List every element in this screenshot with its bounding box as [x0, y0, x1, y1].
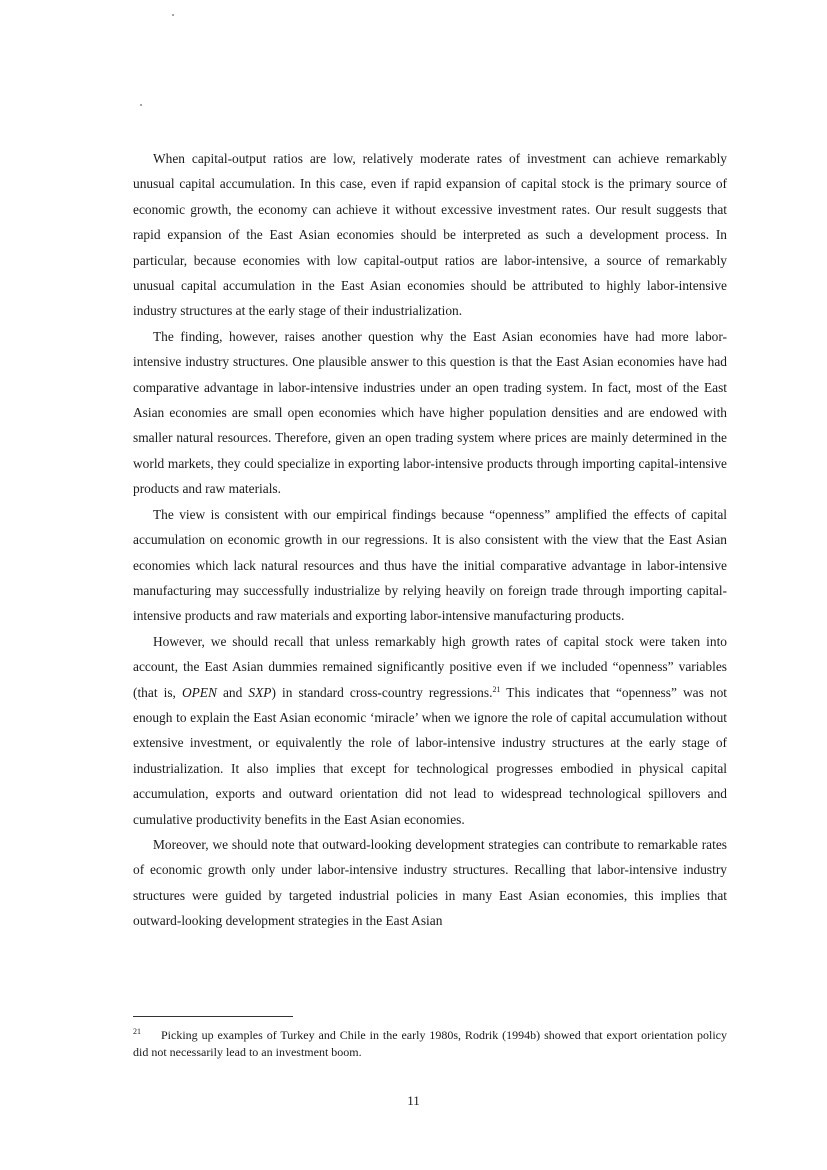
scan-speck — [140, 104, 142, 106]
scan-speck — [172, 14, 174, 16]
paragraph: When capital-output ratios are low, relatively moderate rates of investment can achieve remarkably unusual capital accumulation. In this case, even if rapid expansion of capital stock is the primary source of economic growth, the economy can achieve it without excessive investment rates. Our result suggests that rapid expansion of the East Asian economies should be interpreted as such a development process. In particular, because economies with low capital-output ratios are labor-intensive, a source of remarkably unusual capital accumulation in the East Asian economies should be attributed to highly labor-intensive industry structures at the early stage of their industrialization. — [133, 151, 727, 319]
paragraph: The finding, however, raises another question why the East Asian economies have had more labor-intensive industry structures. One plausible answer to this question is that the East Asian economies have had comparative advantage in labor-intensive industries under an open trading system. In fact, most of the East Asian economies are small open economies which have higher population densities and are endowed with smaller natural resources. Therefore, given an open trading system where prices are mainly determined in the world markets, they could specialize in exporting labor-intensive products through importing capital-intensive products and raw materials. — [133, 328, 727, 497]
body-text — [133, 146, 727, 934]
paragraph: The view is consistent with our empirical findings because “openness” amplified the effects of capital accumulation on economic growth in our regressions. It is also consistent with the view that the East Asian economies which lack natural resources and thus have the initial comparative advantage in labor-intensive manufacturing may successfully industrialize by relying heavily on foreign trade through importing capital-intensive products and raw materials and exporting labor-intensive manufacturing products. — [133, 506, 727, 624]
variable-name: OPEN — [181, 684, 217, 700]
footnote — [133, 1023, 727, 1061]
paragraph — [133, 629, 727, 832]
footnote-divider — [133, 1016, 293, 1017]
footnote-mark: 21 — [133, 1027, 141, 1036]
footnote-text: Picking up examples of Turkey and Chile in the early 1980s, Rodrik (1994b) showed that export orientation policy did not necessarily lead to an investment boom. — [133, 1028, 727, 1059]
paragraph-text: ) in standard cross-country regressions. — [271, 684, 493, 700]
paragraph-text: and — [216, 684, 249, 700]
page-number: 11 — [407, 1093, 420, 1108]
footnote-reference[interactable]: 21 — [492, 684, 501, 694]
variable-name: SXP — [248, 684, 272, 700]
paragraph: Moreover, we should note that outward-looking development strategies can contribute to remarkable rates of economic growth only under labor-intensive industry structures. Recalling that labor-intensive industry structures were guided by targeted industrial policies in many East Asian economies, this implies that outward-looking development strategies in the East Asian — [133, 836, 727, 929]
paragraph-text: However, we should recall that unless remarkably high growth rates of capital stock were taken into account, the East Asian dummies remained significantly positive even if we included “openness” variables (that is, — [133, 633, 727, 700]
paragraph-text: This indicates that “openness” was not enough to explain the East Asian economic ‘miracle’ when we ignore the role of capital accumulation without extensive investment, or equivalently the role of labor-intensive industry structures at the early stage of industrialization. It also implies that except for technological progresses embodied in physical capital accumulation, exports and outward orientation did not lead to widespread technological spillovers and cumulative productivity benefits in the East Asian economies. — [133, 684, 727, 827]
